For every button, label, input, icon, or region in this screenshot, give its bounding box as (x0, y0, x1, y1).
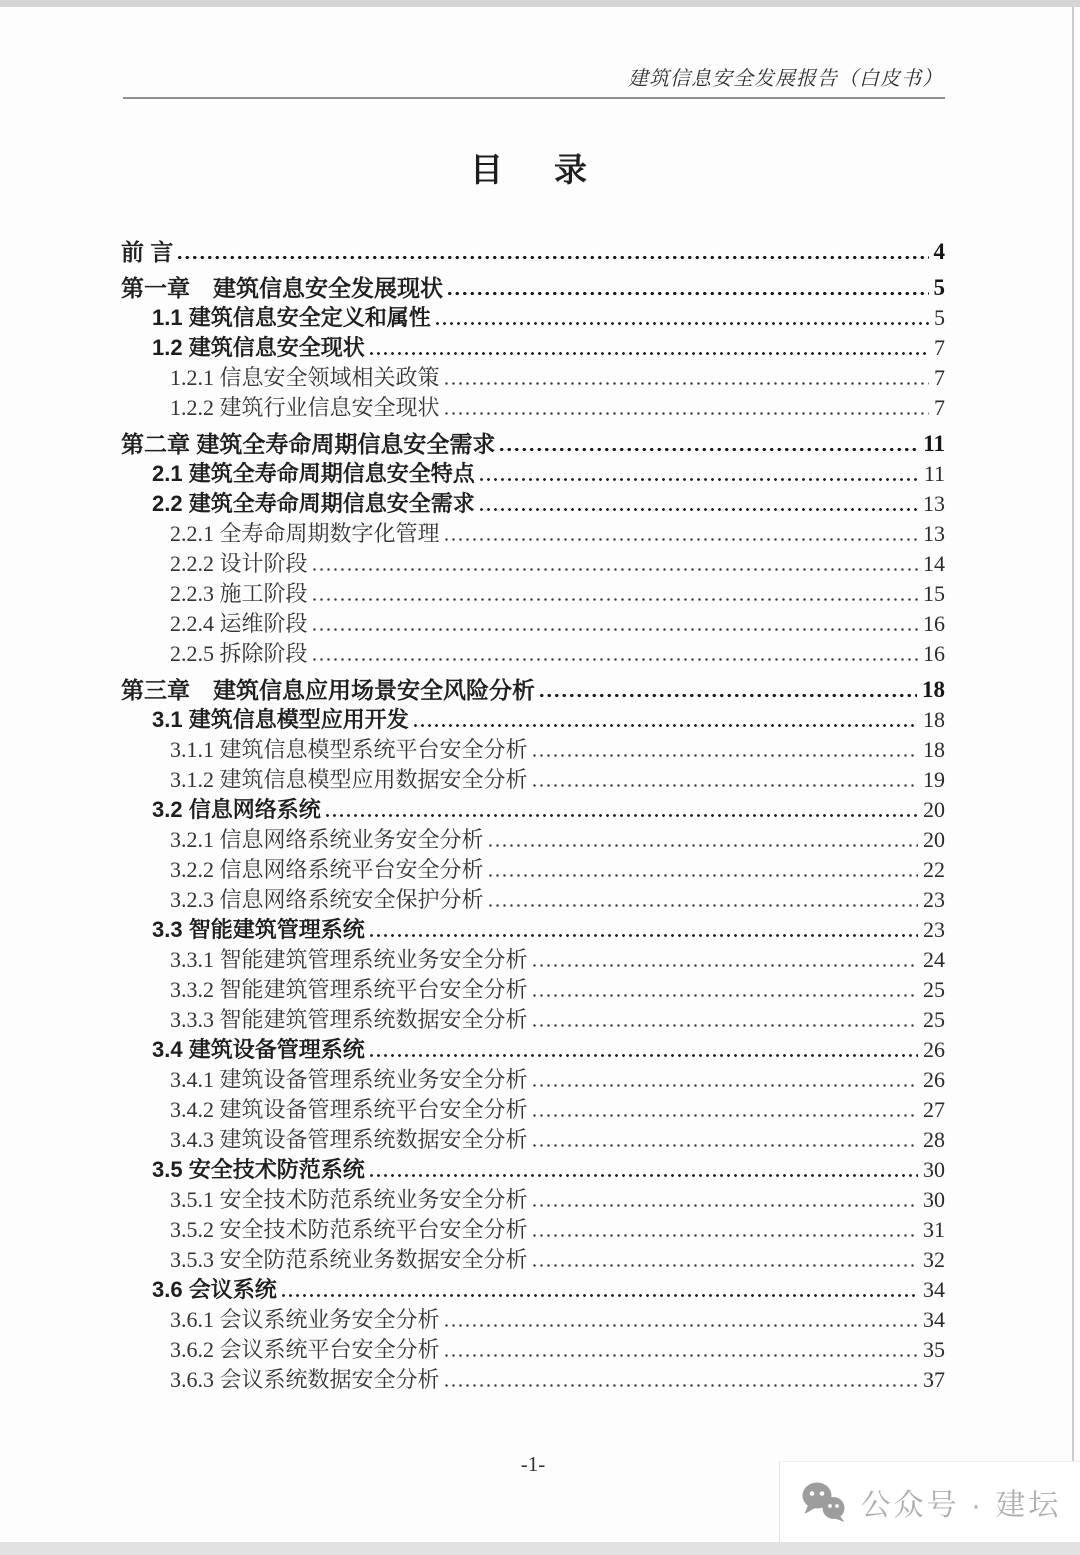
toc-entry (121, 975, 945, 1005)
toc-leader-dots (324, 813, 918, 818)
toc-entry (121, 363, 945, 393)
toc-entry-page: 22 (923, 857, 945, 882)
toc-entry (121, 429, 945, 459)
toc-leader-dots (311, 627, 918, 632)
toc-entry-page: 11 (923, 461, 945, 486)
toc-leader-dots (531, 993, 918, 998)
toc-entry (121, 705, 945, 735)
toc-leader-dots (538, 693, 917, 698)
scan-edge-right (1072, 7, 1074, 1541)
toc-entry-page: 20 (923, 827, 945, 852)
toc-leader-dots (478, 507, 918, 512)
toc-entry-page: 26 (923, 1037, 945, 1062)
toc-entry-page: 25 (923, 1007, 945, 1032)
toc-entry-label: 3.1 建筑信息模型应用开发 (152, 707, 409, 732)
toc-entry-label: 3.1.2 建筑信息模型应用数据安全分析 (170, 767, 528, 792)
toc-entry-page: 19 (923, 767, 945, 792)
toc-entry-page: 37 (923, 1367, 945, 1392)
header-rule (123, 97, 945, 99)
toc-entry-page: 20 (923, 797, 945, 822)
toc-entry-page: 18 (923, 737, 945, 762)
toc-entry (121, 333, 945, 363)
toc-entry-label: 1.2.2 建筑行业信息安全现状 (170, 395, 440, 420)
toc-entry-label: 3.5.2 安全技术防范系统平台安全分析 (170, 1217, 528, 1242)
toc-entry-label: 1.2 建筑信息安全现状 (152, 335, 365, 360)
toc-entry (121, 1365, 945, 1395)
toc-entry-page: 27 (923, 1097, 945, 1122)
toc-leader-dots (531, 753, 918, 758)
toc-entry-page: 23 (923, 887, 945, 912)
toc-entry (121, 915, 945, 945)
toc-leader-dots (531, 783, 918, 788)
toc-entry (121, 1005, 945, 1035)
toc-leader-dots (487, 903, 918, 908)
toc-entry-label: 3.4.2 建筑设备管理系统平台安全分析 (170, 1097, 528, 1122)
toc-leader-dots (412, 723, 918, 728)
toc-entry (121, 1125, 945, 1155)
toc-entry (121, 519, 945, 549)
toc-entry (121, 1185, 945, 1215)
toc-leader-dots (487, 843, 918, 848)
toc-entry-label: 2.2.5 拆除阶段 (170, 641, 308, 666)
toc-leader-dots (434, 321, 929, 326)
toc-entry-label: 2.2 建筑全寿命周期信息安全需求 (152, 491, 475, 516)
toc-entry-page: 16 (923, 641, 945, 666)
toc-entry-page: 11 (923, 431, 945, 456)
toc-entry-page: 34 (923, 1307, 945, 1332)
toc-leader-dots (311, 567, 918, 572)
toc-entry (121, 489, 945, 519)
toc-entry-label: 3.5.3 安全防范系统业务数据安全分析 (170, 1247, 528, 1272)
toc-entry-page: 5 (933, 275, 945, 300)
toc-leader-dots (443, 537, 918, 542)
toc-entry-label: 3.2.2 信息网络系统平台安全分析 (170, 857, 484, 882)
toc-entry (121, 945, 945, 975)
toc-entry (121, 1035, 945, 1065)
toc-entry (121, 1065, 945, 1095)
toc-leader-dots (280, 1293, 918, 1298)
toc-leader-dots (368, 933, 918, 938)
toc-entry-label: 3.5 安全技术防范系统 (152, 1157, 365, 1182)
toc-entry (121, 1245, 945, 1275)
toc-entry-page: 4 (933, 239, 945, 264)
toc-entry (121, 237, 945, 267)
toc-entry-label: 3.4.1 建筑设备管理系统业务安全分析 (170, 1067, 528, 1092)
toc-entry (121, 1275, 945, 1305)
toc-entry-page: 7 (934, 395, 945, 420)
watermark-label: 公众号 · 建坛 (860, 1489, 1062, 1522)
running-header: 建筑信息安全发展报告（白皮书） (628, 68, 943, 90)
page-title: 目 录 (470, 153, 596, 189)
toc-entry-label: 3.3 智能建筑管理系统 (152, 917, 365, 942)
toc-entry-page: 23 (923, 917, 945, 942)
toc-leader-dots (531, 1083, 918, 1088)
toc-entry-label: 3.3.3 智能建筑管理系统数据安全分析 (170, 1007, 528, 1032)
toc-entry-label: 1.2.1 信息安全领域相关政策 (170, 365, 440, 390)
toc-entry (121, 885, 945, 915)
toc-entry-page: 26 (923, 1067, 945, 1092)
toc-leader-dots (531, 1203, 918, 1208)
toc-entry-page: 30 (923, 1187, 945, 1212)
toc-leader-dots (368, 351, 929, 356)
toc-leader-dots (443, 381, 929, 386)
toc-entry-label: 第一章 建筑信息安全发展现状 (121, 275, 443, 301)
toc-entry-page: 18 (923, 707, 945, 732)
toc-entry (121, 273, 945, 303)
toc-leader-dots (531, 1143, 918, 1148)
toc-leader-dots (478, 477, 919, 482)
toc-leader-dots (531, 1113, 918, 1118)
toc-entry (121, 765, 945, 795)
toc-entry-label: 3.2.1 信息网络系统业务安全分析 (170, 827, 484, 852)
toc-entry-page: 7 (934, 335, 945, 360)
toc-entry-page: 24 (923, 947, 945, 972)
toc-entry-label: 3.6.1 会议系统业务安全分析 (170, 1307, 440, 1332)
watermark (779, 1461, 1080, 1542)
toc-entry-label: 3.1.1 建筑信息模型系统平台安全分析 (170, 737, 528, 762)
toc-entry-page: 13 (923, 521, 945, 546)
toc-entry-label: 1.1 建筑信息安全定义和属性 (152, 305, 431, 330)
toc-entry-label: 3.6.3 会议系统数据安全分析 (170, 1367, 440, 1392)
toc-entry-label: 2.2.3 施工阶段 (170, 581, 308, 606)
toc-leader-dots (443, 411, 929, 416)
toc-entry-page: 16 (923, 611, 945, 636)
toc-entry (121, 855, 945, 885)
toc-entry-label: 3.6 会议系统 (152, 1277, 277, 1302)
toc-leader-dots (531, 1233, 918, 1238)
toc-entry-page: 7 (934, 365, 945, 390)
toc-leader-dots (443, 1323, 918, 1328)
toc-entry-page: 35 (923, 1337, 945, 1362)
toc-entry (121, 1155, 945, 1185)
toc-entry (121, 825, 945, 855)
page-number: -1- (520, 1452, 546, 1476)
toc-entry (121, 795, 945, 825)
toc-entry (121, 639, 945, 669)
toc-entry (121, 675, 945, 705)
toc-leader-dots (176, 255, 928, 260)
toc-leader-dots (368, 1053, 918, 1058)
toc-entry (121, 303, 945, 333)
toc-entry-label: 3.2.3 信息网络系统安全保护分析 (170, 887, 484, 912)
toc-leader-dots (311, 597, 918, 602)
toc-leader-dots (446, 291, 929, 296)
toc-leader-dots (443, 1353, 918, 1358)
toc-entry-page: 32 (923, 1247, 945, 1272)
toc-entry-page: 31 (923, 1217, 945, 1242)
toc-leader-dots (368, 1173, 918, 1178)
toc-entry-label: 2.2.1 全寿命周期数字化管理 (170, 521, 440, 546)
toc-entry-label: 第二章 建筑全寿命周期信息安全需求 (121, 431, 496, 457)
toc-leader-dots (443, 1383, 918, 1388)
toc-entry (121, 735, 945, 765)
toc-entry (121, 1305, 945, 1335)
toc-leader-dots (487, 873, 918, 878)
toc-leader-dots (311, 657, 918, 662)
toc-entry (121, 1335, 945, 1365)
toc-entry-page: 18 (922, 677, 945, 702)
toc-entry-page: 5 (934, 305, 945, 330)
toc-entry (121, 1095, 945, 1125)
toc-entry (121, 393, 945, 423)
toc-entry-label: 3.3.2 智能建筑管理系统平台安全分析 (170, 977, 528, 1002)
toc-entry-label: 3.3.1 智能建筑管理系统业务安全分析 (170, 947, 528, 972)
toc-entry-page: 15 (923, 581, 945, 606)
toc-entry-page: 13 (923, 491, 945, 516)
wechat-icon (799, 1481, 849, 1523)
toc-entry-page: 30 (923, 1157, 945, 1182)
toc-entry (121, 1215, 945, 1245)
toc-entry-label: 2.2.2 设计阶段 (170, 551, 308, 576)
toc-list (121, 237, 945, 1395)
toc-entry-page: 28 (923, 1127, 945, 1152)
toc-entry-page: 25 (923, 977, 945, 1002)
toc-entry-label: 3.4.3 建筑设备管理系统数据安全分析 (170, 1127, 528, 1152)
toc-entry-label: 前 言 (121, 239, 174, 265)
toc-entry-label: 3.6.2 会议系统平台安全分析 (170, 1337, 440, 1362)
toc-entry-page: 34 (923, 1277, 945, 1302)
toc-leader-dots (498, 447, 918, 452)
toc-entry-label: 第三章 建筑信息应用场景安全风险分析 (121, 677, 535, 703)
toc-entry-label: 2.1 建筑全寿命周期信息安全特点 (152, 461, 475, 486)
toc-entry-page: 14 (923, 551, 945, 576)
page-content (121, 0, 945, 1555)
toc-entry-label: 3.2 信息网络系统 (152, 797, 321, 822)
toc-entry (121, 549, 945, 579)
toc-entry-label: 2.2.4 运维阶段 (170, 611, 308, 636)
toc-leader-dots (531, 1023, 918, 1028)
toc-leader-dots (531, 1263, 918, 1268)
toc-entry-label: 3.5.1 安全技术防范系统业务安全分析 (170, 1187, 528, 1212)
toc-entry (121, 459, 945, 489)
toc-entry (121, 609, 945, 639)
toc-entry (121, 579, 945, 609)
toc-leader-dots (531, 963, 918, 968)
scan-edge-bottom (0, 1542, 1080, 1555)
toc-entry-label: 3.4 建筑设备管理系统 (152, 1037, 365, 1062)
